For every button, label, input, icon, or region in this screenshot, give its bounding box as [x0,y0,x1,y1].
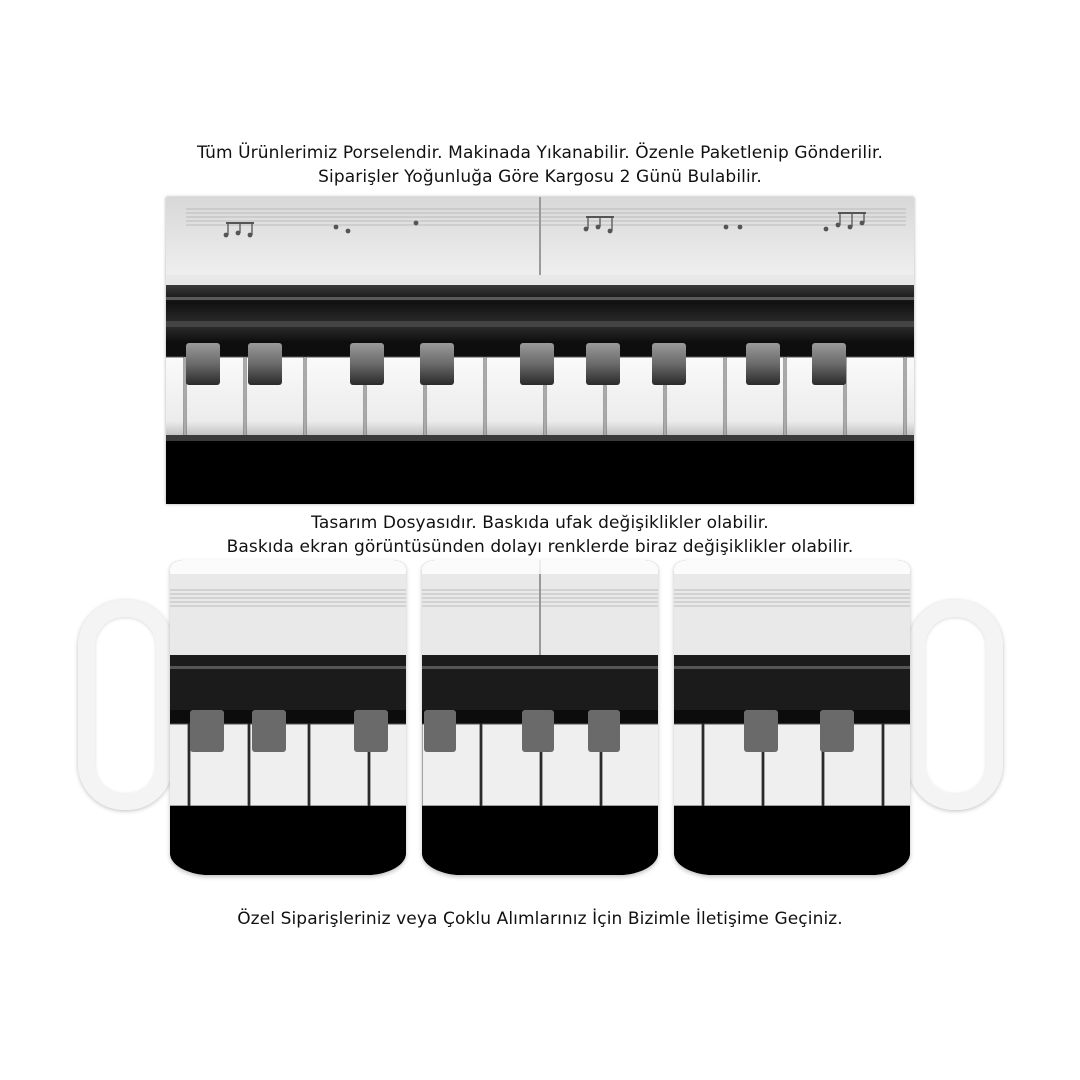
left-mug-handle [78,600,173,810]
mug-center-artwork [422,560,658,875]
middle-caption-line-2: Baskıda ekran görüntüsünden dolayı renklerde biraz değişiklikler olabilir. [226,537,854,557]
middle-caption [0,511,1080,559]
top-caption-line-1: Tüm Ürünlerimiz Porselendir. Makinada Yıkanabilir. Özenle Paketlenip Gönderilir. [196,143,884,163]
top-caption-line-2: Siparişler Yoğunluğa Göre Kargosu 2 Günü Bulabilir. [318,167,762,187]
mug-right-view [674,560,910,875]
mug-left-view [170,560,406,875]
mug-right-artwork [674,560,910,875]
piano-sheet-music-artwork [166,197,914,504]
top-caption [0,141,1080,189]
design-preview-image [166,197,914,504]
mug-center-view [422,560,658,875]
mug-left-artwork [170,560,406,875]
bottom-caption-line-1: Özel Siparişleriniz veya Çoklu Alımlarınız İçin Bizimle İletişime Geçiniz. [237,909,843,929]
middle-caption-line-1: Tasarım Dosyasıdır. Baskıda ufak değişiklikler olabilir. [311,513,769,533]
bottom-caption [0,907,1080,931]
right-mug-handle [908,600,1003,810]
